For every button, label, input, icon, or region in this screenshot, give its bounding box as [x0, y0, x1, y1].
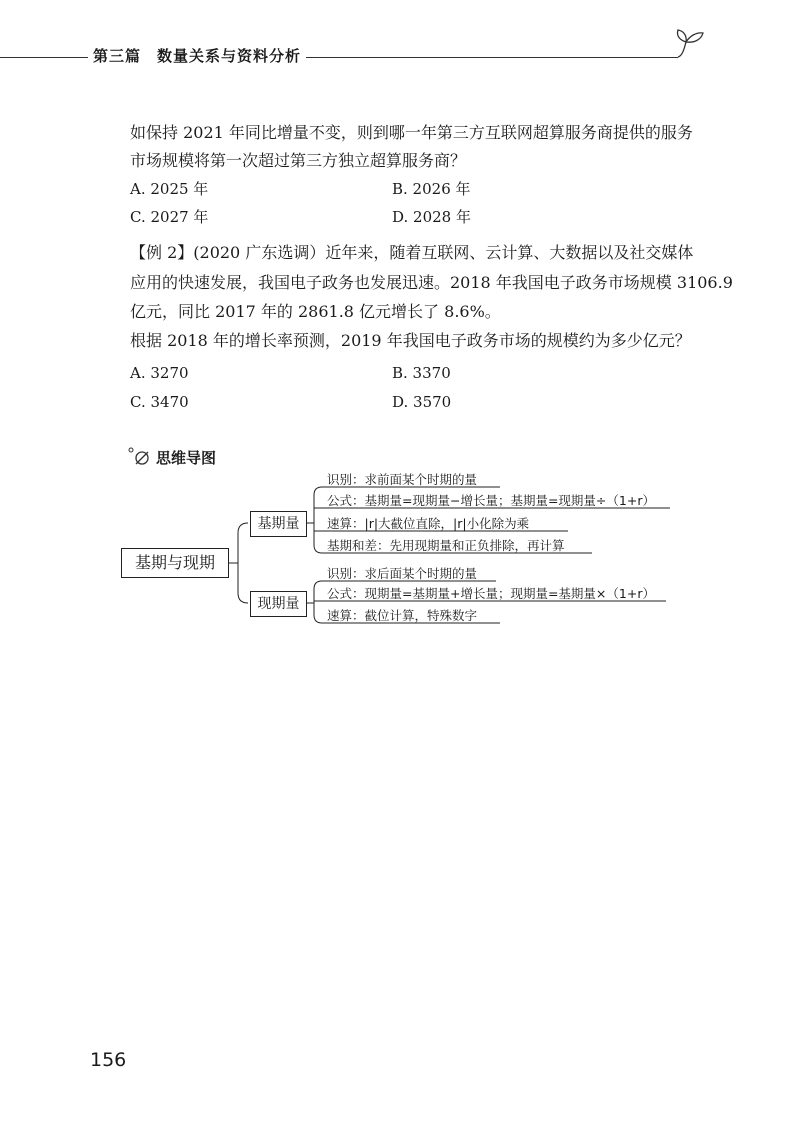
mindmap-title: 思维导图	[156, 449, 217, 467]
example-text-line-2: 应用的快速发展，我国电子政务也发展迅速。2018 年我国电子政务市场规模 3106.9	[130, 273, 733, 292]
example-option-c: C. 3470	[130, 393, 189, 411]
page-number: 156	[90, 1049, 127, 1071]
mindmap-leaf: 基期和差：先用现期量和正负排除，再计算	[327, 538, 565, 553]
example-option-d: D. 3570	[392, 393, 452, 411]
mindmap-root: 基期与现期	[121, 548, 229, 578]
option-c: C. 2027 年	[130, 208, 209, 226]
mindmap-leaf: 识别：求前面某个时期的量	[327, 472, 478, 487]
mindmap-leaf: 速算：|r|大截位直除，|r|小化除为乘	[327, 516, 530, 531]
example-option-a: A. 3270	[130, 364, 189, 382]
question-text-line-2: 市场规模将第一次超过第三方独立超算服务商？	[130, 151, 467, 170]
option-a: A. 2025 年	[130, 180, 209, 198]
mindmap-branch-current: 现期量	[250, 591, 307, 617]
mindmap-branch-base: 基期量	[250, 511, 307, 537]
example-option-b: B. 3370	[392, 364, 451, 382]
chapter-title: 第三篇 数量关系与资料分析	[93, 47, 302, 65]
option-d: D. 2028 年	[392, 208, 471, 226]
example-question: 根据 2018 年的增长率预测，2019 年我国电子政务市场的规模约为多少亿元？	[130, 331, 691, 350]
question-text-line-1: 如保持 2021 年同比增量不变，则到哪一年第三方互联网超算服务商提供的服务	[130, 123, 693, 142]
mindmap-leaf: 速算：截位计算，特殊数字	[327, 608, 478, 623]
option-b: B. 2026 年	[392, 180, 471, 198]
mindmap-leaf: 公式：基期量=现期量−增长量；基期量=现期量÷（1+r）	[327, 493, 655, 508]
mindmap-leaf: 公式：现期量=基期量+增长量；现期量=基期量×（1+r）	[327, 586, 655, 601]
example-text-line-3: 亿元，同比 2017 年的 2861.8 亿元增长了 8.6%。	[130, 302, 501, 321]
example-text-line-1: 【例 2】(2020 广东选调）近年来，随着互联网、云计算、大数据以及社交媒体	[130, 243, 694, 262]
mindmap-leaf: 识别：求后面某个时期的量	[327, 566, 478, 581]
